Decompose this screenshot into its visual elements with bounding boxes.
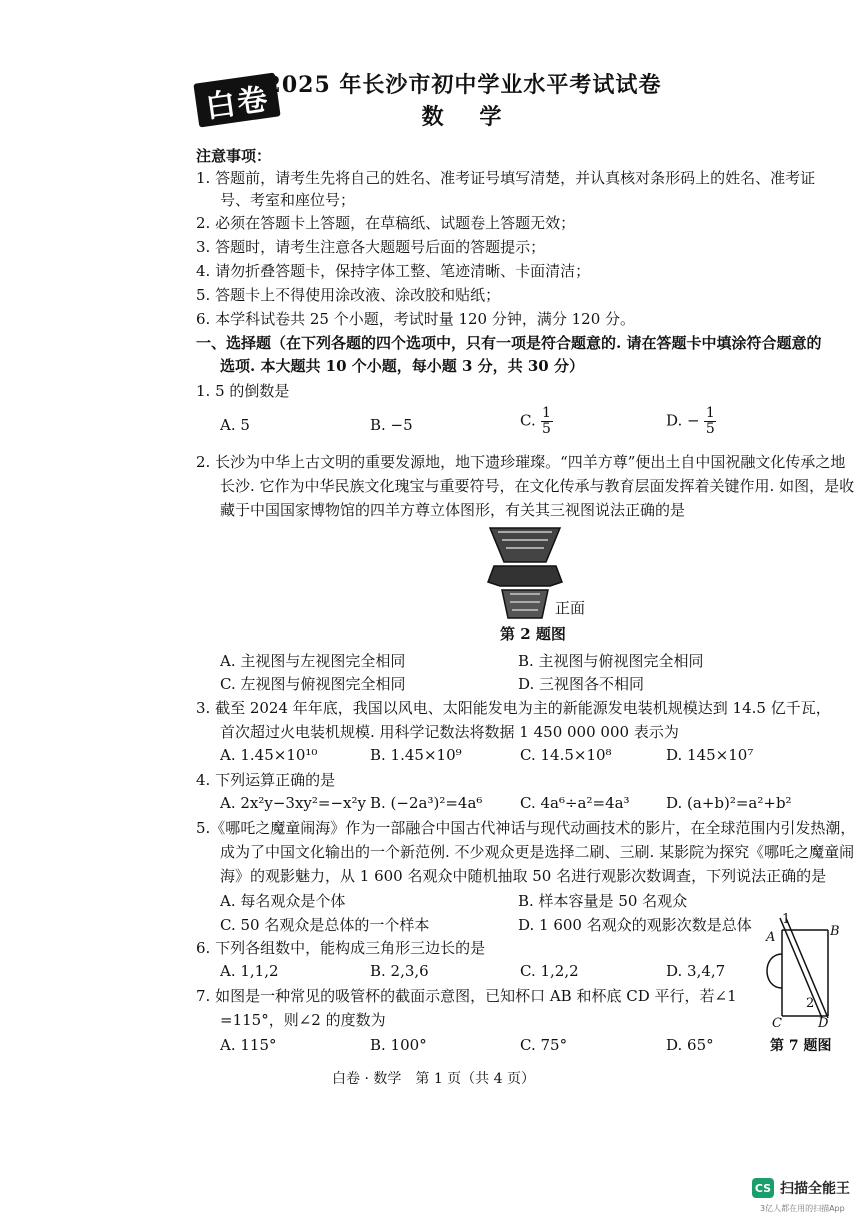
notice-item: 号、考室和座位号； [220, 191, 356, 209]
q5-option-a: A. 每名观众是个体 [220, 892, 346, 910]
fraction: $\frac{1}{5}$ [542, 405, 551, 437]
exam-subject: 数 学 [421, 104, 516, 130]
q1-stem: 1. 5 的倒数是 [196, 382, 290, 400]
q3-option-a: A. 1.45×10¹⁰ [220, 746, 318, 764]
q5-stem: 5.《哪吒之魔童闹海》作为一部融合中国古代神话与现代动画技术的影片，在全球范围内引发热潮， [196, 819, 856, 837]
paper-stamp: 白卷 [193, 73, 280, 128]
q4-stem: 4. 下列运算正确的是 [196, 771, 336, 789]
scanner-tagline: 3亿人都在用的扫描App [760, 1204, 845, 1213]
q1-option-a: A. 5 [220, 416, 250, 434]
exam-title: 2025 年长沙市初中学业水平考试试卷 [265, 72, 662, 98]
q2-option-a: A. 主视图与左视图完全相同 [220, 652, 406, 670]
q2-stem-cont: 长沙. 它作为中华民族文化瑰宝与重要符号，在文化传承与教育层面发挥着关键作用. 如图，是收 [220, 477, 855, 495]
notice-item: 3. 答题时，请考生注意各大题题号后面的答题提示； [196, 238, 546, 256]
q7-option-b: B. 100° [370, 1036, 427, 1054]
figure-label-front: 正面 [555, 599, 586, 617]
q3-option-b: B. 1.45×10⁹ [370, 746, 462, 764]
section-heading-cont: 选项. 本大题共 10 个小题，每小题 3 分，共 30 分） [220, 357, 584, 375]
q2-option-b: B. 主视图与俯视图完全相同 [518, 652, 704, 670]
q5-option-d: D. 1 600 名观众的观影次数是总体 [518, 916, 752, 934]
q7-option-d: D. 65° [666, 1036, 714, 1054]
scanner-app-name: 扫描全能王 [780, 1181, 850, 1197]
angle-label-2: 2 [806, 996, 815, 1011]
notice-item: 2. 必须在答题卡上答题，在草稿纸、试题卷上答题无效； [196, 214, 576, 232]
q6-option-d: D. 3,4,7 [666, 962, 726, 980]
q4-option-b: B. (−2a³)²=4a⁶ [370, 794, 483, 812]
q1-option-c: C. $\frac{1}{5}$ [520, 405, 551, 437]
q7-option-a: A. 115° [220, 1036, 277, 1054]
q6-option-c: C. 1,2,2 [520, 962, 579, 980]
q2-stem-cont: 藏于中国国家博物馆的四羊方尊立体图形，有关其三视图说法正确的是 [220, 501, 686, 519]
point-label-d: D [818, 1016, 829, 1031]
q1-option-d: D. − $\frac{1}{5}$ [666, 405, 715, 437]
q4-option-d: D. (a+b)²=a²+b² [666, 794, 792, 812]
q3-option-d: D. 145×10⁷ [666, 746, 754, 764]
q7-stem-cont: =115°，则∠2 的度数为 [220, 1011, 386, 1029]
q5-stem-cont: 成为了中国文化输出的一个新范例. 不少观众更是选择二刷、三刷. 某影院为探究《哪吒之魔童闹 [220, 843, 855, 861]
q7-stem: 7. 如图是一种常见的吸管杯的截面示意图，已知杯口 AB 和杯底 CD 平行，若∠1 [196, 987, 737, 1005]
q1-option-b: B. −5 [370, 416, 413, 434]
q2-option-d: D. 三视图各不相同 [518, 675, 645, 693]
point-label-a: A [766, 930, 776, 945]
q5-option-c: C. 50 名观众是总体的一个样本 [220, 916, 430, 934]
q2-stem: 2. 长沙为中华上古文明的重要发源地，地下遗珍璀璨。“四羊方尊”便出土自中国祝融文化传承之地 [196, 453, 846, 471]
q6-stem: 6. 下列各组数中，能构成三角形三边长的是 [196, 939, 486, 957]
q3-stem-cont: 首次超过火电装机规模. 用科学记数法将数据 1 450 000 000 表示为 [220, 723, 679, 741]
q4-option-a: A. 2x²y−3xy²=−x²y [220, 794, 367, 812]
notice-heading: 注意事项： [196, 147, 272, 165]
q3-stem: 3. 截至 2024 年年底，我国以风电、太阳能发电为主的新能源发电装机规模达到 14.5 亿千瓦， [196, 699, 831, 717]
q2-figure-caption: 第 2 题图 [500, 625, 566, 643]
q2-option-c: C. 左视图与俯视图完全相同 [220, 675, 406, 693]
fraction: $\frac{1}{5}$ [705, 405, 715, 437]
scanner-watermark [752, 1178, 850, 1198]
q5-option-b: B. 样本容量是 50 名观众 [518, 892, 688, 910]
q5-stem-cont: 海》的观影魅力，从 1 600 名观众中随机抽取 50 名进行观影次数调查，下列说法正确的是 [220, 867, 827, 885]
notice-item: 6. 本学科试卷共 25 个小题，考试时量 120 分钟，满分 120 分。 [196, 310, 636, 328]
point-label-c: C [772, 1016, 782, 1031]
point-label-b: B [830, 924, 840, 939]
q3-option-c: C. 14.5×10⁸ [520, 746, 612, 764]
q7-option-c: C. 75° [520, 1036, 568, 1054]
notice-item: 1. 答题前，请考生先将自己的姓名、准考证号填写清楚，并认真核对条形码上的姓名、准考证 [196, 169, 816, 187]
q7-figure-caption: 第 7 题图 [770, 1038, 832, 1054]
q4-option-c: C. 4a⁶÷a²=4a³ [520, 794, 630, 812]
angle-label-1: 1 [782, 912, 791, 927]
notice-item: 4. 请勿折叠答题卡，保持字体工整、笔迹清晰、卡面清洁； [196, 262, 591, 280]
q6-option-a: A. 1,1,2 [220, 962, 279, 980]
q6-option-b: B. 2,3,6 [370, 962, 429, 980]
scanner-logo-icon: CS [752, 1178, 774, 1198]
page-footer: 白卷 · 数学 第 1 页（共 4 页） [332, 1071, 535, 1087]
section-heading: 一、选择题（在下列各题的四个选项中，只有一项是符合题意的. 请在答题卡中填涂符合题意的 [196, 334, 822, 352]
notice-item: 5. 答题卡上不得使用涂改液、涂改胶和贴纸； [196, 286, 501, 304]
